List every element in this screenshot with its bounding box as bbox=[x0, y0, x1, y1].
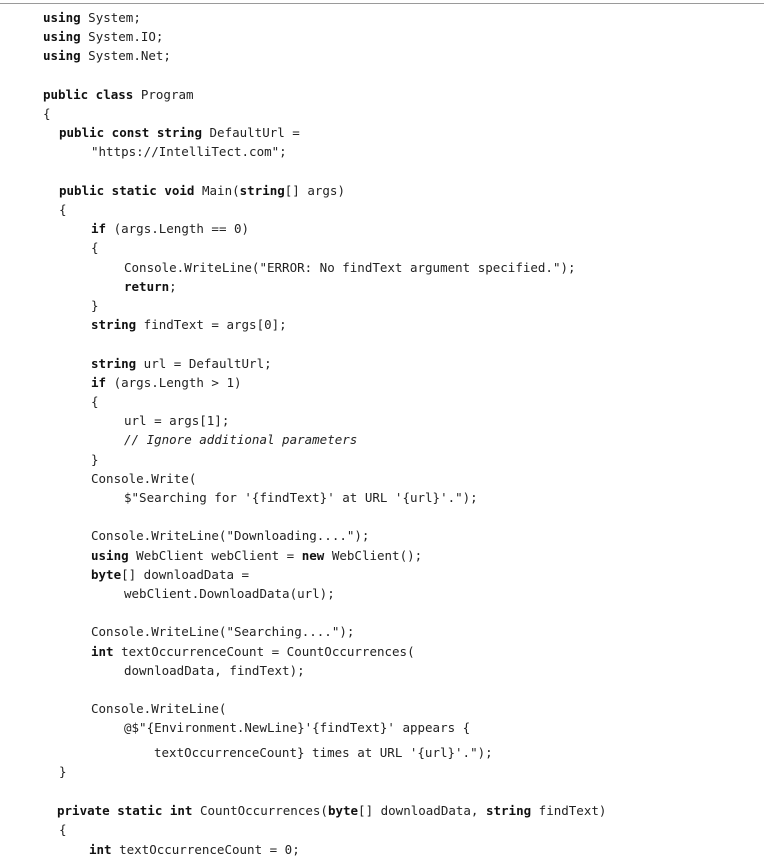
code-text: Console.WriteLine( bbox=[91, 701, 227, 716]
code-line bbox=[43, 87, 194, 102]
code-line bbox=[91, 298, 99, 313]
code-line bbox=[43, 48, 171, 63]
code-line bbox=[91, 548, 422, 563]
code-keyword: private static int bbox=[57, 803, 193, 818]
code-text: { bbox=[91, 394, 99, 409]
code-line bbox=[91, 375, 242, 390]
code-text: System.Net; bbox=[80, 48, 171, 63]
code-text: Console.WriteLine("ERROR: No findText argument specified."); bbox=[124, 260, 576, 275]
code-text: { bbox=[91, 240, 99, 255]
code-line bbox=[124, 720, 470, 735]
code-text: Console.WriteLine("Searching...."); bbox=[91, 624, 355, 639]
code-text: url = args[1]; bbox=[124, 413, 230, 428]
code-text: } bbox=[91, 298, 99, 313]
code-text: CountOccurrences( bbox=[192, 803, 328, 818]
code-line bbox=[91, 701, 226, 716]
code-keyword: using bbox=[43, 48, 81, 63]
code-line bbox=[43, 29, 163, 44]
code-text: @$"{Environment.NewLine}'{findText}' appears { bbox=[124, 720, 471, 735]
code-text: findText = args[0]; bbox=[136, 317, 287, 332]
code-line bbox=[91, 317, 287, 332]
code-keyword: string bbox=[91, 356, 137, 371]
code-line bbox=[124, 432, 357, 447]
code-keyword: using bbox=[43, 29, 81, 44]
code-text: ; bbox=[169, 279, 177, 294]
code-line bbox=[91, 452, 99, 467]
code-text: $"Searching for '{findText}' at URL '{url}'."); bbox=[124, 490, 478, 505]
code-line bbox=[59, 183, 345, 198]
code-text: Main( bbox=[194, 183, 240, 198]
code-text: textOccurrenceCount = CountOccurrences( bbox=[113, 644, 415, 659]
code-line bbox=[89, 842, 300, 857]
code-text: findText) bbox=[531, 803, 607, 818]
code-line bbox=[91, 221, 249, 236]
code-line bbox=[91, 567, 249, 582]
code-line bbox=[91, 240, 99, 255]
code-keyword: byte bbox=[91, 567, 122, 582]
code-keyword: new bbox=[301, 548, 325, 563]
code-text: (args.Length > 1) bbox=[106, 375, 242, 390]
code-keyword: using bbox=[91, 548, 129, 563]
code-line bbox=[91, 644, 415, 659]
code-line bbox=[91, 144, 287, 159]
code-text: WebClient webClient = bbox=[128, 548, 302, 563]
code-keyword: public static void bbox=[59, 183, 195, 198]
code-line bbox=[124, 586, 335, 601]
code-text: } bbox=[59, 764, 67, 779]
code-text: Console.Write( bbox=[91, 471, 197, 486]
code-keyword: string bbox=[485, 803, 532, 818]
code-line bbox=[91, 394, 99, 409]
code-line bbox=[124, 490, 478, 505]
code-text: (args.Length == 0) bbox=[106, 221, 250, 236]
code-line bbox=[124, 663, 305, 678]
code-keyword: public const string bbox=[59, 125, 202, 140]
code-text: textOccurrenceCount = 0; bbox=[111, 842, 300, 857]
code-text: { bbox=[59, 202, 67, 217]
code-text: [] downloadData = bbox=[121, 567, 250, 582]
code-line bbox=[124, 260, 576, 275]
code-line bbox=[43, 106, 51, 121]
code-line bbox=[124, 279, 177, 294]
code-line bbox=[59, 125, 300, 140]
code-comment: // Ignore additional parameters bbox=[124, 432, 358, 447]
code-text: WebClient(); bbox=[324, 548, 423, 563]
code-keyword: string bbox=[91, 317, 137, 332]
code-line bbox=[59, 764, 67, 779]
code-keyword: string bbox=[239, 183, 285, 198]
code-text: [] downloadData, bbox=[358, 803, 486, 818]
code-keyword: int bbox=[91, 644, 114, 659]
code-text: System; bbox=[80, 10, 141, 25]
code-text: textOccurrenceCount} times at URL '{url}'."); bbox=[154, 745, 493, 760]
code-text: System.IO; bbox=[80, 29, 164, 44]
code-text: DefaultUrl = bbox=[202, 125, 300, 140]
code-line bbox=[91, 624, 354, 639]
code-line bbox=[59, 822, 67, 837]
code-keyword: if bbox=[91, 221, 107, 236]
code-keyword: int bbox=[89, 842, 112, 857]
code-text: webClient.DownloadData(url); bbox=[124, 586, 335, 601]
code-text: [] args) bbox=[284, 183, 345, 198]
code-line bbox=[91, 471, 196, 486]
code-text: url = DefaultUrl; bbox=[136, 356, 272, 371]
code-line bbox=[59, 202, 67, 217]
code-keyword: byte bbox=[327, 803, 359, 818]
code-keyword: if bbox=[91, 375, 107, 390]
code-line bbox=[124, 413, 229, 428]
code-line bbox=[57, 803, 606, 818]
code-keyword: public class bbox=[43, 87, 134, 102]
code-line bbox=[43, 10, 141, 25]
code-keyword: using bbox=[43, 10, 81, 25]
code-text: downloadData, findText); bbox=[124, 663, 305, 678]
code-text: "https://IntelliTect.com"; bbox=[91, 144, 287, 159]
code-text: Program bbox=[133, 87, 194, 102]
code-text: { bbox=[59, 822, 67, 837]
code-line bbox=[154, 745, 493, 760]
code-line bbox=[91, 528, 369, 543]
code-text: } bbox=[91, 452, 99, 467]
code-keyword: return bbox=[124, 279, 170, 294]
code-text: { bbox=[43, 106, 51, 121]
code-line bbox=[91, 356, 272, 371]
code-text: Console.WriteLine("Downloading...."); bbox=[91, 528, 370, 543]
